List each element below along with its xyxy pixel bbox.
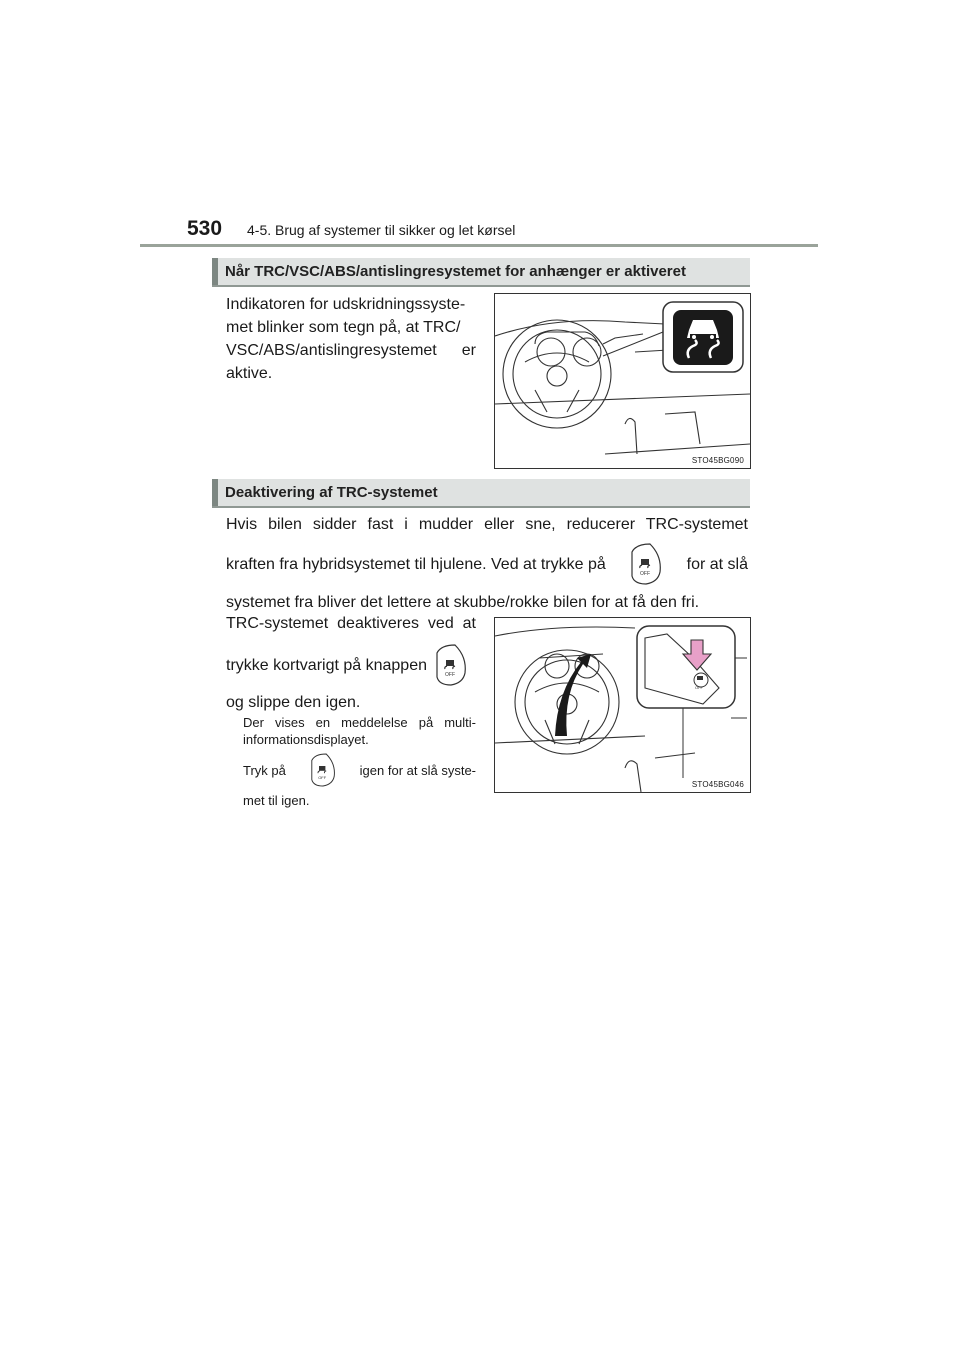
text-line: VSC/ABS/antislingresystemet er	[226, 342, 476, 359]
figure-code: STO45BG090	[691, 456, 744, 465]
text-fragment: Tryk på	[243, 762, 286, 778]
page-number: 530	[187, 217, 223, 240]
vsc-off-button-icon	[307, 752, 339, 788]
text-fragment: igen for at slå syste-	[359, 762, 476, 778]
text-line: aktive.	[226, 365, 273, 382]
section-accent	[212, 479, 218, 506]
dashboard-switch-illustration	[495, 618, 750, 792]
figure-dashboard-indicator	[494, 293, 751, 469]
text-line: met blinker som tegn på, at TRC/	[226, 319, 461, 336]
text-line: informationsdisplayet.	[243, 732, 369, 747]
text-fragment: for at slå	[686, 555, 748, 573]
text-line: og slippe den igen.	[226, 694, 361, 711]
section-accent	[212, 258, 218, 285]
vsc-off-switch-callout	[637, 626, 735, 708]
figure-code: STO45BG046	[691, 780, 744, 789]
text-line: Der vises en meddelelse på multi-	[243, 715, 476, 730]
section-heading: Når TRC/VSC/ABS/antislingresystemet for anhænger er aktiveret	[225, 263, 686, 280]
section-heading-bar	[212, 258, 750, 287]
text-line: systemet fra bliver det lettere at skubbe/rokke bilen for at få den fri.	[226, 594, 700, 611]
section2-instruction	[226, 612, 476, 714]
text-line: TRC-systemet deaktiveres ved at	[226, 615, 476, 632]
text-line: Indikatoren for udskridningssyste-	[226, 296, 466, 313]
svg-text:OFF: OFF	[640, 571, 651, 577]
svg-text:OFF: OFF	[445, 672, 455, 678]
figure-vsc-off-switch	[494, 617, 751, 793]
running-header: 4-5. Brug af systemer til sikker og let kørsel	[247, 222, 516, 238]
text-line: Hvis bilen sidder fast i mudder eller sne, reducerer TRC-systemet	[226, 516, 748, 533]
svg-text:OFF: OFF	[317, 774, 326, 780]
text-fragment: kraften fra hybridsystemet til hjulene. Ved at trykke på	[226, 555, 606, 573]
svg-text:OFF: OFF	[695, 685, 703, 690]
section-heading: Deaktivering af TRC-systemet	[225, 484, 438, 501]
slip-indicator-icon	[663, 302, 743, 372]
text-fragment: trykke kortvarigt på knappen	[226, 656, 427, 674]
text-line-with-icon	[226, 542, 748, 586]
note-reenable	[243, 752, 476, 809]
text-line: met til igen.	[243, 793, 310, 808]
section-heading-bar	[212, 479, 750, 508]
dashboard-illustration	[495, 294, 750, 468]
section1-text	[226, 293, 476, 385]
section2-paragraph	[226, 513, 748, 614]
text-line-with-icon	[243, 752, 476, 788]
vsc-off-button-icon	[626, 542, 666, 586]
vsc-off-button-icon	[431, 643, 471, 687]
text-line-with-icon	[226, 643, 476, 687]
note-message	[243, 714, 476, 748]
header-rule	[140, 244, 818, 247]
